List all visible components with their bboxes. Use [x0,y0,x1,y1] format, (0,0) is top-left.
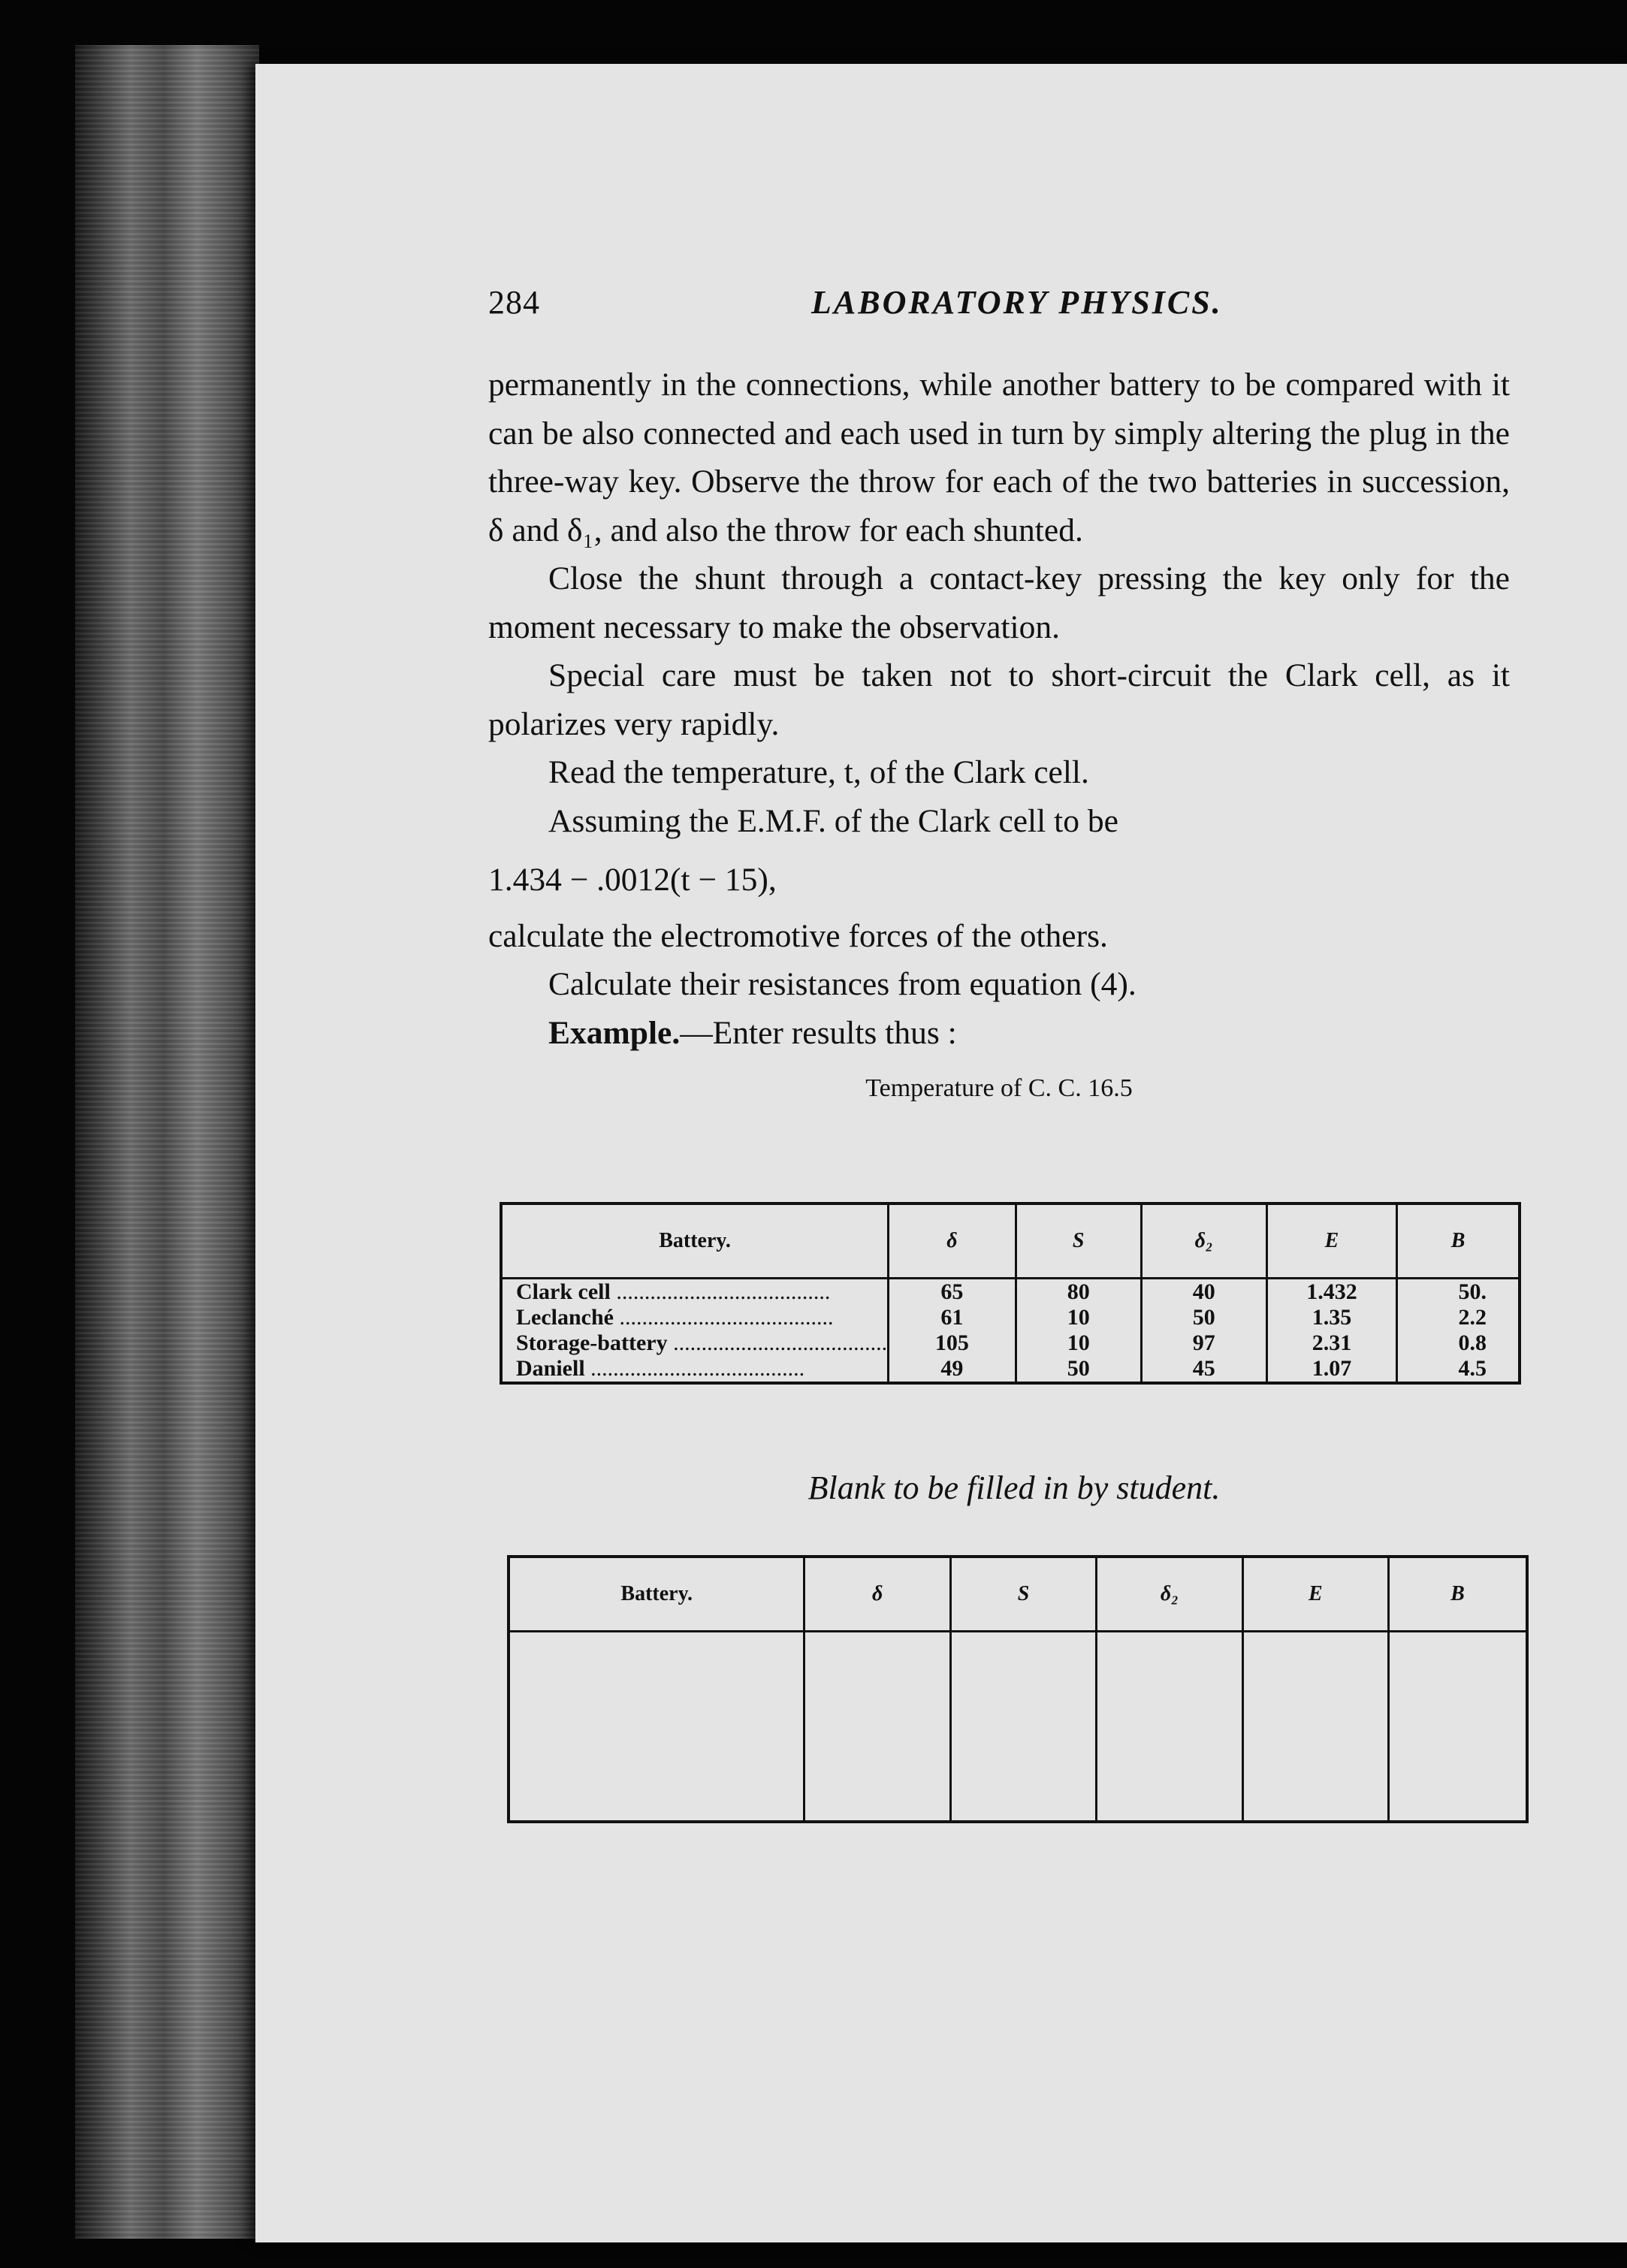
battery-name: Daniell ..... [516,1356,887,1382]
blank-table-header-row [509,1557,1527,1632]
table-caption: Temperature of C. C. 16.5 [865,1074,1133,1102]
b-value: 4.5 [1458,1356,1487,1381]
blank-cell [1389,1632,1527,1823]
delta-value: 61 [940,1305,964,1330]
paragraph-2: Close the shunt through a contact-key pressing the key only for the moment necessary to make the observation. [488,560,1510,645]
blank-table-caption: Blank to be filled in by student. [807,1469,1221,1506]
s-value: 80 [1067,1279,1090,1304]
b-value: 2.2 [1458,1305,1487,1330]
blank-row [509,1632,1527,1823]
blank-cell [1097,1632,1242,1823]
header-delta-2: δ₂ [1141,1203,1266,1279]
blank-cell [950,1632,1096,1823]
delta-2-value: 97 [1192,1330,1215,1355]
b-value: 0.8 [1458,1330,1487,1355]
battery-name: Storage-battery ..... [516,1330,887,1356]
delta-2-value: 40 [1192,1279,1215,1304]
delta-values-cell [889,1279,1016,1384]
paragraph-7: Calculate their resistances from equation (4). [548,966,1136,1002]
example-label: Example. [548,1014,681,1051]
header-delta: δ [889,1203,1016,1279]
s-values-cell [1016,1279,1141,1384]
header-e: E [1242,1557,1388,1632]
header-b: B [1389,1557,1527,1632]
blank-cell [509,1632,804,1823]
e-value: 1.432 [1306,1279,1357,1304]
table-header-row [501,1203,1520,1279]
header-delta-2: δ₂ [1097,1557,1242,1632]
paragraph-1: permanently in the connections, while another battery to be compared with it can be also connected and each used in turn by simply altering the plug in the three-way key. Observe the throw for each of the two batteries in succession, δ and δ₁, and also the throw for each shunted. [488,367,1510,548]
e-value: 1.35 [1312,1305,1352,1330]
delta-value: 65 [940,1279,964,1304]
e-value: 2.31 [1312,1330,1352,1355]
header-battery: Battery. [509,1557,804,1632]
results-table [500,1202,1521,1385]
header-battery: Battery. [501,1203,889,1279]
e-value: 1.07 [1312,1356,1352,1381]
s-value: 10 [1067,1305,1090,1330]
e-values-cell [1266,1279,1396,1384]
s-value: 50 [1067,1356,1090,1381]
delta-2-value: 45 [1192,1356,1215,1381]
table-row [501,1279,1520,1384]
example-text: —Enter results thus : [680,1014,957,1051]
delta-2-value: 50 [1192,1305,1215,1330]
paragraph-4: Read the temperature, t, of the Clark cell. [548,754,1089,790]
paragraph-5: Assuming the E.M.F. of the Clark cell to be [548,802,1118,839]
paragraph-3: Special care must be taken not to short-circuit the Clark cell, as it polarizes very rapidly. [488,657,1510,742]
b-values-cell [1397,1279,1520,1384]
header-delta: δ [804,1557,950,1632]
book-page [255,64,1627,2242]
blank-cell [804,1632,950,1823]
delta-2-values-cell [1141,1279,1266,1384]
battery-names-cell [501,1279,889,1384]
header-b: B [1397,1203,1520,1279]
delta-value: 105 [934,1330,969,1355]
header-e: E [1266,1203,1396,1279]
battery-name: Clark cell ..... [516,1279,887,1305]
book-spine [75,45,259,2239]
b-value: 50. [1458,1279,1487,1304]
emf-formula: 1.434 − .0012(t − 15), [488,862,777,898]
header-s: S [950,1557,1096,1632]
s-value: 10 [1067,1330,1090,1355]
blank-table [507,1555,1529,1823]
header-s: S [1016,1203,1141,1279]
example-line [488,1009,1510,1058]
body-text [488,361,1510,1111]
paragraph-6: calculate the electromotive forces of the others. [488,917,1108,954]
page-number: 284 [488,284,540,321]
delta-value: 49 [940,1356,964,1381]
running-title: LABORATORY PHYSICS. [811,284,1223,321]
blank-cell [1242,1632,1388,1823]
battery-name: Leclanché ..... [516,1305,887,1330]
